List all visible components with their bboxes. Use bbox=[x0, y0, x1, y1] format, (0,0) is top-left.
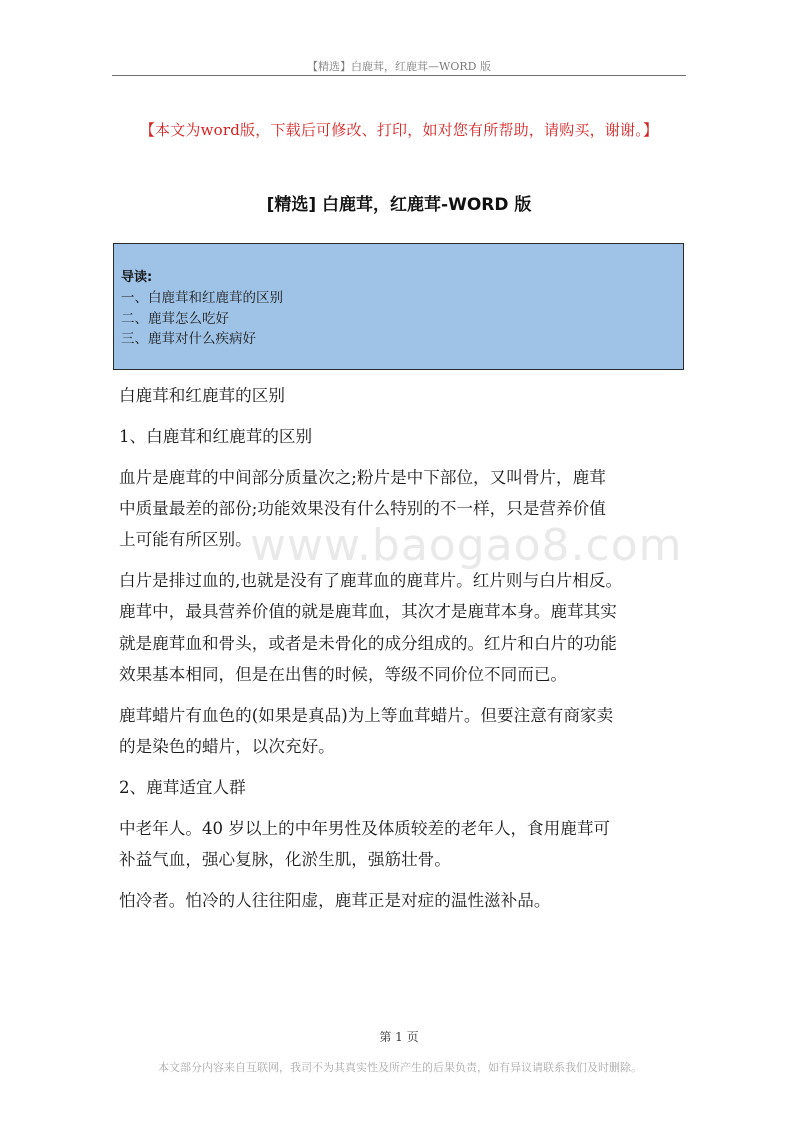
watermark: www.baogao8.com bbox=[250, 520, 683, 571]
document-title: [精选] 白鹿茸，红鹿茸-WORD 版 bbox=[266, 195, 532, 215]
guide-label: 导读: bbox=[121, 270, 153, 285]
header-divider bbox=[112, 75, 686, 76]
section-heading: 白鹿茸和红鹿茸的区别 bbox=[119, 386, 285, 405]
text-line: 上可能有所区别。 bbox=[119, 530, 252, 550]
text-line: 中老年人。40 岁以上的中年男性及体质较差的老年人，食用鹿茸可 bbox=[119, 818, 611, 838]
guide-box bbox=[113, 243, 684, 370]
text-line: 就是鹿茸血和骨头，或者是未骨化的成分组成的。红片和白片的功能 bbox=[119, 633, 617, 653]
subsection-heading: 1、白鹿茸和红鹿茸的区别 bbox=[119, 426, 313, 446]
text-line: 怕冷者。怕冷的人往往阳虚，鹿茸正是对症的温性滋补品。 bbox=[119, 890, 551, 910]
page-header: 【精选】白鹿茸，红鹿茸—WORD 版 bbox=[307, 60, 491, 73]
paragraph bbox=[119, 565, 687, 690]
text-line: 中质量最差的部份;功能效果没有什么特别的不一样，只是营养价值 bbox=[119, 498, 606, 518]
subsection-heading: 2、鹿茸适宜人群 bbox=[119, 777, 246, 797]
guide-item: 三、鹿茸对什么疾病好 bbox=[121, 331, 256, 347]
document-body bbox=[119, 380, 687, 916]
paragraph bbox=[119, 700, 687, 763]
page-number: 第 1 页 bbox=[379, 1030, 419, 1044]
paragraph bbox=[119, 462, 687, 556]
text-line: 效果基本相同，但是在出售的时候，等级不同价位不同而已。 bbox=[119, 664, 568, 684]
paragraph bbox=[119, 885, 687, 916]
guide-item: 一、白鹿茸和红鹿茸的区别 bbox=[121, 290, 283, 306]
guide-item: 二、鹿茸怎么吃好 bbox=[121, 310, 229, 327]
footer-disclaimer: 本文部分内容来自互联网，我司不为其真实性及所产生的后果负责，如有异议请联系我们及时删除。 bbox=[158, 1061, 642, 1074]
text-line: 白片是排过血的,也就是没有了鹿茸血的鹿茸片。红片则与白片相反。 bbox=[119, 570, 623, 590]
paragraph bbox=[119, 813, 687, 876]
download-notice: 【本文为word版，下载后可修改、打印，如对您有所帮助，请购买，谢谢。】 bbox=[139, 121, 659, 139]
text-line: 补益气血，强心复脉，化淤生肌，强筋壮骨。 bbox=[119, 849, 451, 869]
text-line: 鹿茸蜡片有血色的(如果是真品)为上等血茸蜡片。但要注意有商家卖 bbox=[119, 705, 614, 725]
text-line: 鹿茸中，最具营养价值的就是鹿茸血，其次才是鹿茸本身。鹿茸其实 bbox=[119, 602, 617, 622]
text-line: 的是染色的蜡片，以次充好。 bbox=[119, 736, 335, 756]
text-line: 血片是鹿茸的中间部分质量次之;粉片是中下部位，又叫骨片，鹿茸 bbox=[119, 467, 606, 487]
